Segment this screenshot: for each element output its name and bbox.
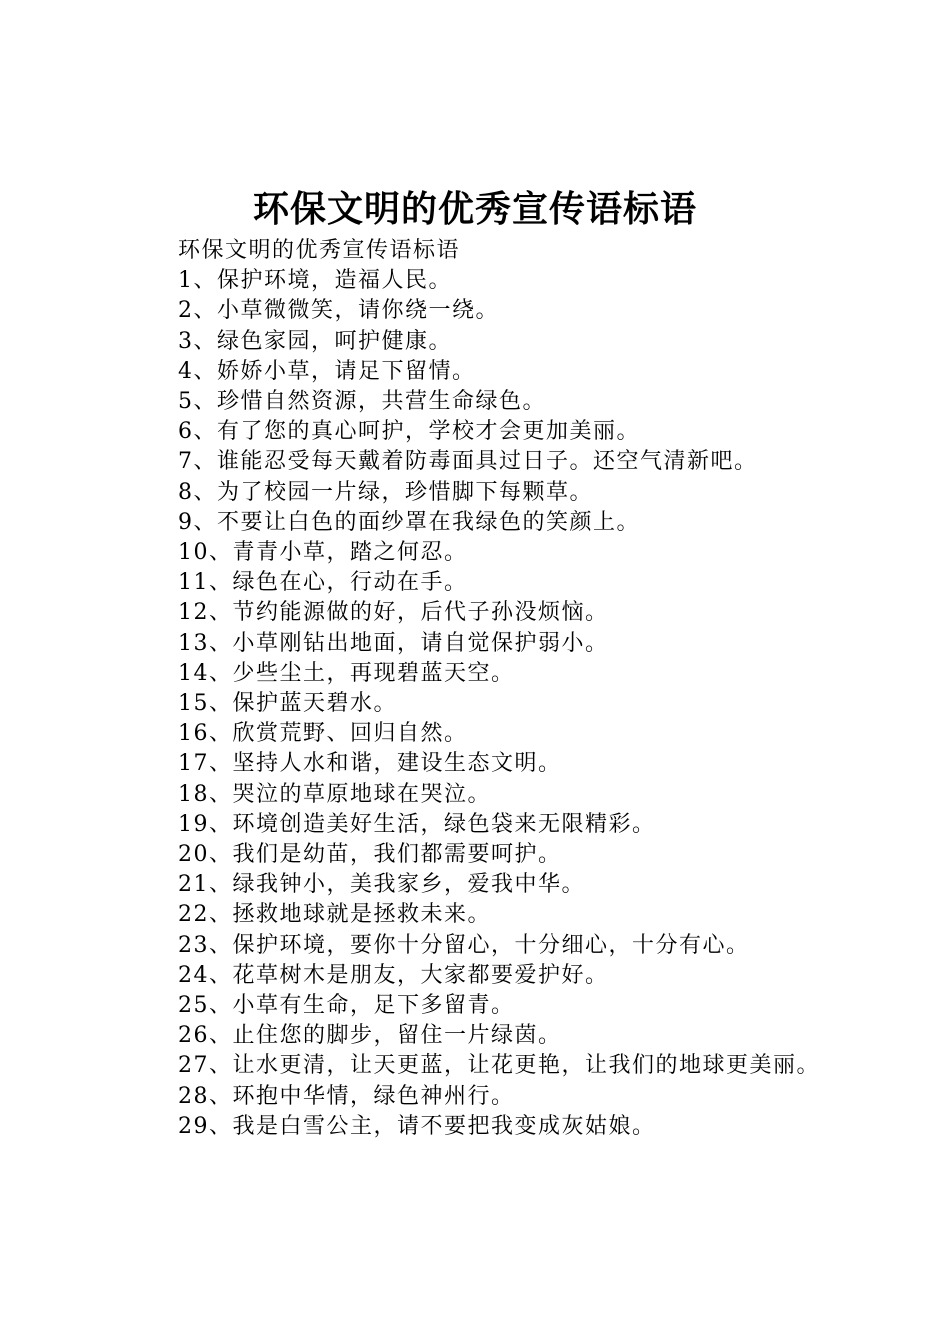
slogan-item: 23、保护环境，要你十分留心，十分细心，十分有心。	[178, 932, 750, 958]
slogan-item: 28、环抱中华情，绿色神州行。	[178, 1083, 515, 1109]
slogan-item: 2、小草微微笑，请你绕一绕。	[178, 298, 499, 324]
slogan-item: 6、有了您的真心呵护，学校才会更加美丽。	[178, 419, 640, 445]
slogan-item: 1、保护环境，造福人民。	[178, 268, 452, 294]
slogan-item: 21、绿我钟小，美我家乡，爱我中华。	[178, 872, 585, 898]
slogan-item: 17、坚持人水和谐，建设生态文明。	[178, 751, 562, 777]
slogan-item: 14、少些尘土，再现碧蓝天空。	[178, 660, 515, 686]
slogan-item: 16、欣赏荒野、回归自然。	[178, 721, 468, 747]
slogan-item: 8、为了校园一片绿，珍惜脚下每颗草。	[178, 479, 593, 505]
slogan-item: 26、止住您的脚步，留住一片绿茵。	[178, 1023, 562, 1049]
paragraph: 环保文明的优秀宣传语标语	[178, 238, 461, 263]
slogan-item: 27、让水更清，让天更蓝，让花更艳，让我们的地球更美丽。	[178, 1053, 820, 1079]
slogan-item: 9、不要让白色的面纱罩在我绿色的笑颜上。	[178, 509, 640, 535]
document-title: 环保文明的优秀宣传语标语	[252, 188, 697, 230]
slogan-item: 10、青青小草，踏之何忍。	[178, 540, 468, 566]
slogan-item: 12、节约能源做的好，后代子孙没烦恼。	[178, 600, 609, 626]
slogan-item: 25、小草有生命，足下多留青。	[178, 993, 515, 1019]
slogan-item: 24、花草树木是朋友，大家都要爱护好。	[178, 962, 609, 988]
slogan-item: 22、拯救地球就是拯救未来。	[178, 902, 491, 928]
document-body	[140, 236, 840, 1142]
slogan-item: 15、保护蓝天碧水。	[178, 691, 397, 717]
slogan-item: 20、我们是幼苗，我们都需要呵护。	[178, 842, 562, 868]
slogan-item: 19、环境创造美好生活，绿色袋来无限精彩。	[178, 811, 656, 837]
slogan-item: 3、绿色家园，呵护健康。	[178, 328, 452, 354]
slogan-item: 4、娇娇小草，请足下留情。	[178, 358, 476, 384]
slogan-item: 13、小草刚钻出地面，请自觉保护弱小。	[178, 630, 609, 656]
slogan-item: 29、我是白雪公主，请不要把我变成灰姑娘。	[178, 1113, 656, 1139]
slogan-item: 11、绿色在心，行动在手。	[178, 570, 468, 596]
slogan-item: 18、哭泣的草原地球在哭泣。	[178, 781, 491, 807]
slogan-item: 7、谁能忍受每天戴着防毒面具过日子。还空气清新吧。	[178, 449, 758, 475]
slogan-item: 5、珍惜自然资源，共营生命绿色。	[178, 389, 546, 415]
